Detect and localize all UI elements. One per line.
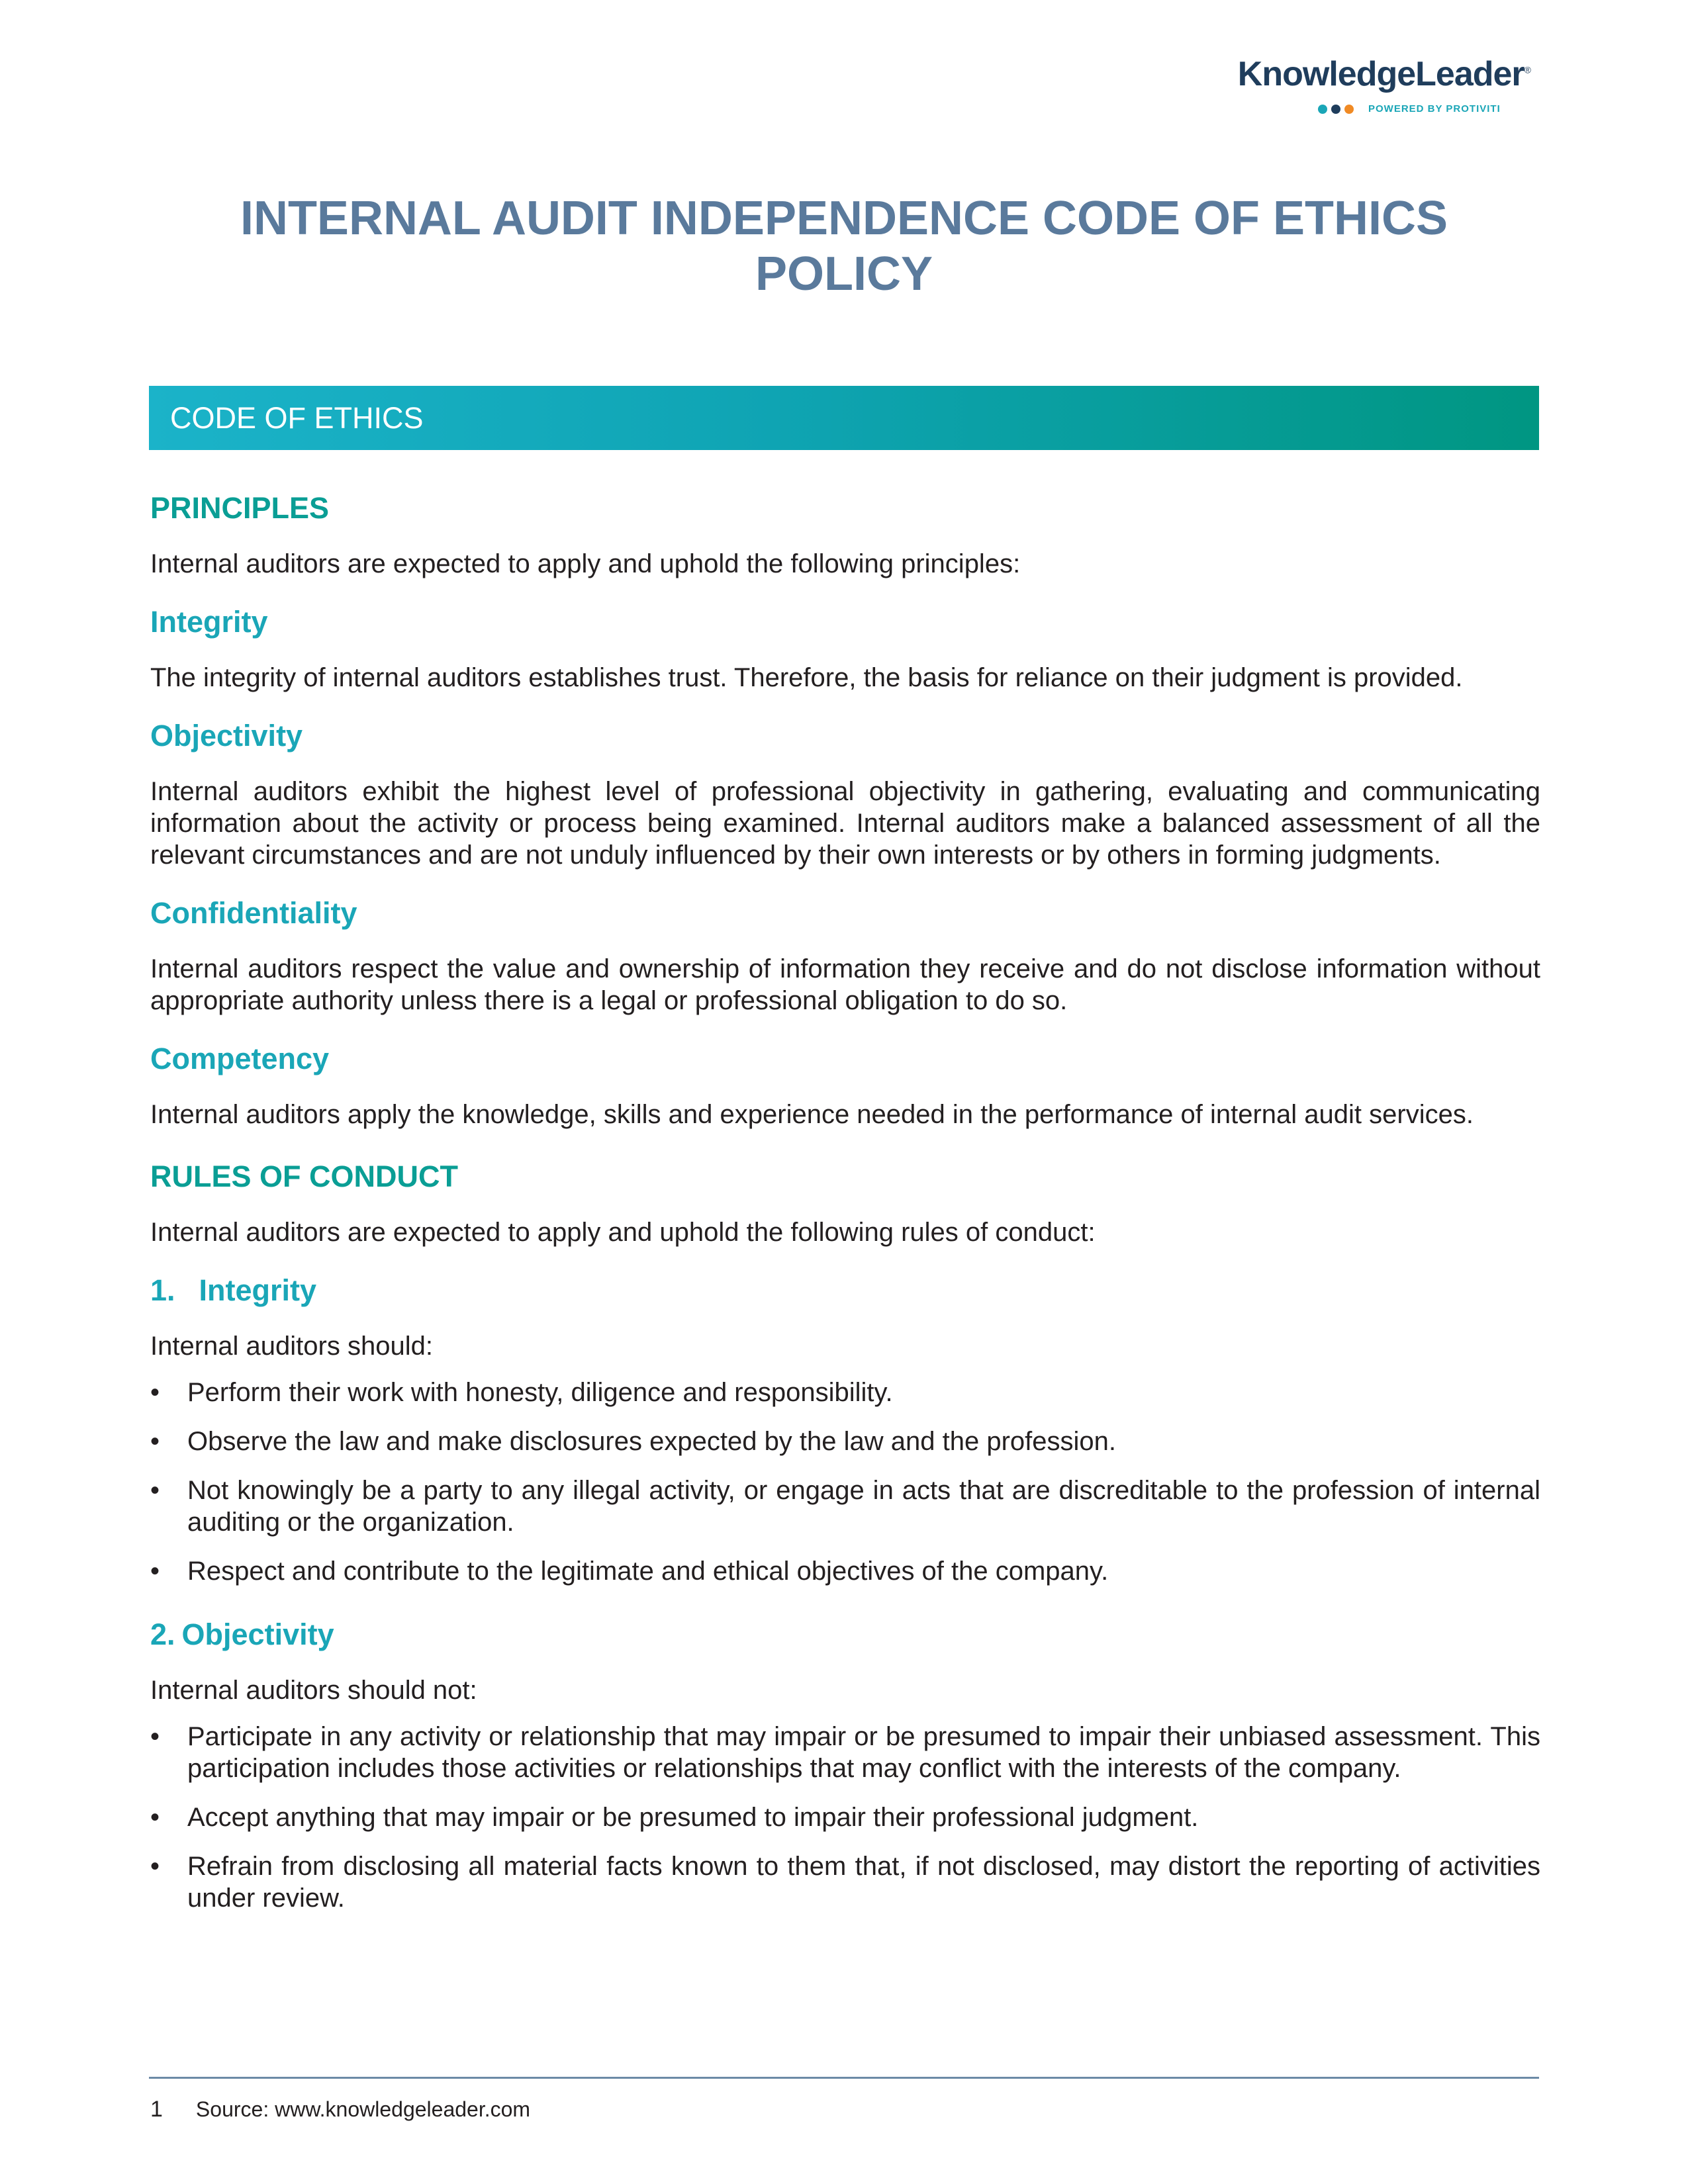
principle-text: Internal auditors exhibit the highest level of professional objectivity in gathering, evaluating and communicating information about the activity or process being examined. Internal auditors make a balanced assessment of all the relevant circumstances and are not unduly influenced by their own interests or by others in forming judgments.	[150, 777, 1540, 870]
rule-lead: Internal auditors should:	[150, 1332, 433, 1361]
list-item: • Participate in any activity or relationship that may impair or be presumed to impair their unbiased assessment. This participation includes those activities or relationships that may conflict with the interests of the company.	[150, 1721, 1540, 1784]
logo-dots-icon	[1318, 105, 1354, 114]
rule-bullet-list	[150, 1721, 1540, 1914]
principle-text: The integrity of internal auditors establishes trust. Therefore, the basis for reliance on their judgment is provided.	[150, 663, 1463, 692]
page-footer	[150, 2097, 530, 2122]
source-link[interactable]: Source: www.knowledgeleader.com	[195, 2097, 531, 2121]
document-body	[150, 488, 1540, 1931]
footer-divider	[149, 2077, 1539, 2079]
principle-title: Confidentiality	[150, 896, 357, 930]
list-item: • Respect and contribute to the legitimate and ethical objectives of the company.	[150, 1555, 1540, 1587]
list-item: • Accept anything that may impair or be presumed to impair their professional judgment.	[150, 1801, 1540, 1833]
principle-text: Internal auditors apply the knowledge, skills and experience needed in the performance of internal audit services.	[150, 1100, 1474, 1129]
rule-bullet-list	[150, 1377, 1540, 1587]
rule-section-title: 2. Objectivity	[150, 1617, 334, 1651]
rules-heading: RULES OF CONDUCT	[150, 1160, 458, 1193]
page-title: INTERNAL AUDIT INDEPENDENCE CODE OF ETHICS POLICY	[240, 192, 1448, 300]
rule-lead: Internal auditors should not:	[150, 1676, 477, 1705]
rule-section-title: 1. Integrity	[150, 1273, 317, 1307]
page-number: 1	[150, 2097, 163, 2122]
principles-intro: Internal auditors are expected to apply and uphold the following principles:	[150, 549, 1021, 578]
banner-label: CODE OF ETHICS	[170, 400, 424, 435]
list-item: • Not knowingly be a party to any illegal activity, or engage in acts that are discreditable to the profession of internal auditing or the organization.	[150, 1475, 1540, 1538]
list-item: • Observe the law and make disclosures expected by the law and the profession.	[150, 1426, 1540, 1457]
rules-intro: Internal auditors are expected to apply and uphold the following rules of conduct:	[150, 1218, 1096, 1247]
list-item: • Perform their work with honesty, diligence and responsibility.	[150, 1377, 1540, 1408]
logo-wordmark: KnowledgeLeader®	[1237, 55, 1530, 93]
section-banner	[149, 386, 1539, 450]
principles-heading: PRINCIPLES	[150, 491, 330, 525]
knowledgeleader-logo	[1186, 54, 1530, 114]
logo-tagline: POWERED BY PROTIVITI	[1368, 103, 1501, 114]
principle-title: Objectivity	[150, 719, 303, 752]
principle-title: Competency	[150, 1042, 330, 1075]
list-item: • Refrain from disclosing all material facts known to them that, if not disclosed, may distort the reporting of activities under review.	[150, 1850, 1540, 1914]
principle-text: Internal auditors respect the value and ownership of information they receive and do not disclose information without appropriate authority unless there is a legal or professional obligation to do so.	[150, 954, 1540, 1015]
principle-title: Integrity	[150, 605, 268, 639]
